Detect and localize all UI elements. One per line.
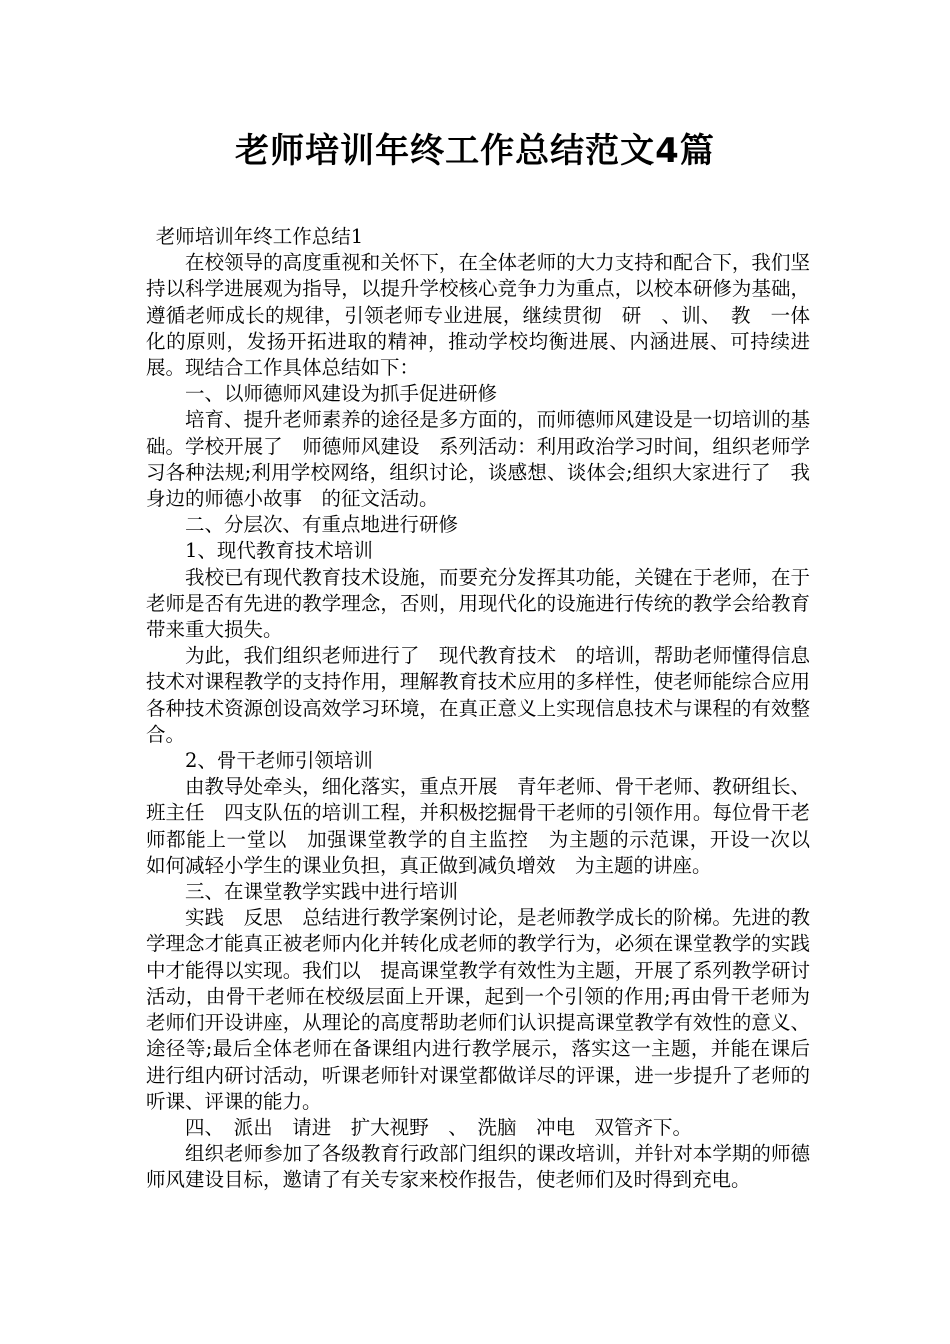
heading-section-2: 二、分层次、有重点地进行研修 xyxy=(185,513,459,537)
document-title: 老师培训年终工作总结范文4篇 xyxy=(235,131,715,171)
paragraph-backbone: 由教导处牵头，细化落实，重点开展 青年老师、骨干老师、教研组长、班主任 四支队伍的培训工程，并积极挖掘骨干老师的引领作用。每位骨干老师都能上一堂以 加强课堂教学的自主监控 为主题的示范课，开设一次以 如何减轻小学生的课业负担，真正做到减负增效 为主题的讲座。 xyxy=(146,775,830,877)
paragraph-practice: 实践 反思 总结进行教学案例讨论，是老师教学成长的阶梯。先进的教学理念才能真正被老师内化并转化成老师的教学行为，必须在课堂教学的实践中才能得以实现。我们以 提高课堂教学有效性为主题，开展了系列教学研讨活动，由骨干老师在校级层面上开课，起到一个引领的作用;再由骨干老师为老师们开设讲座，从理论的高度帮助老师们认识提高课堂教学有效性的意义、途径等;最后全体老师在备课组内进行教学展示，落实这一主题，并能在课后进行组内研讨活动，听课老师针对课堂都做详尽的评课，进一步提升了老师的听课、评课的能力。 xyxy=(146,906,810,1113)
heading-section-4: 四、 派出 请进 扩大视野 、 洗脑 冲电 双管齐下。 xyxy=(185,1115,693,1139)
document-body xyxy=(146,224,830,1194)
section-title: 老师培训年终工作总结1 xyxy=(155,225,364,248)
heading-section-1: 一、以师德师风建设为抓手促进研修 xyxy=(185,382,498,406)
heading-subsection-2-1: 1、现代教育技术培训 xyxy=(185,539,373,563)
paragraph-ethics: 培育、提升老师素养的途径是多方面的，而师德师风建设是一切培训的基础。学校开展了 师德师风建设 系列活动：利用政治学习时间，组织老师学习各种法规;利用学校网络，组织讨论，谈感想、谈体会;组织大家进行了 我身边的师德小故事 的征文活动。 xyxy=(146,408,810,511)
paragraph-training: 组织老师参加了各级教育行政部门组织的课改培训，并针对本学期的师德师风建设目标，邀请了有关专家来校作报告，使老师们及时得到充电。 xyxy=(146,1142,810,1192)
paragraph-tech-2: 为此，我们组织老师进行了 现代教育技术 的培训，帮助老师懂得信息技术对课程教学的支持作用，理解教育技术应用的多样性，使老师能综合应用各种技术资源创设高效学习环境，在真正意义上实现信息技术与课程的有效整合。 xyxy=(146,644,810,746)
paragraph-tech-1: 我校已有现代教育技术设施，而要充分发挥其功能，关键在于老师，在于老师是否有先进的教学理念，否则，用现代化的设施进行传统的教学会给教育带来重大损失。 xyxy=(146,565,810,642)
heading-subsection-2-2: 2、骨干老师引领培训 xyxy=(185,749,373,773)
heading-section-3: 三、在课堂教学实践中进行培训 xyxy=(185,880,459,904)
paragraph-intro: 在校领导的高度重视和关怀下，在全体老师的大力支持和配合下，我们坚持以科学进展观为指导，以提升学校核心竞争力为重点，以校本研修为基础，遵循老师成长的规律，引领老师专业进展，继续贯彻 研 、训、 教 一体化的原则，发扬开拓进取的精神，推动学校均衡进展、内涵进展、可持续进展。现结合工作具体总结如下： xyxy=(146,251,810,380)
